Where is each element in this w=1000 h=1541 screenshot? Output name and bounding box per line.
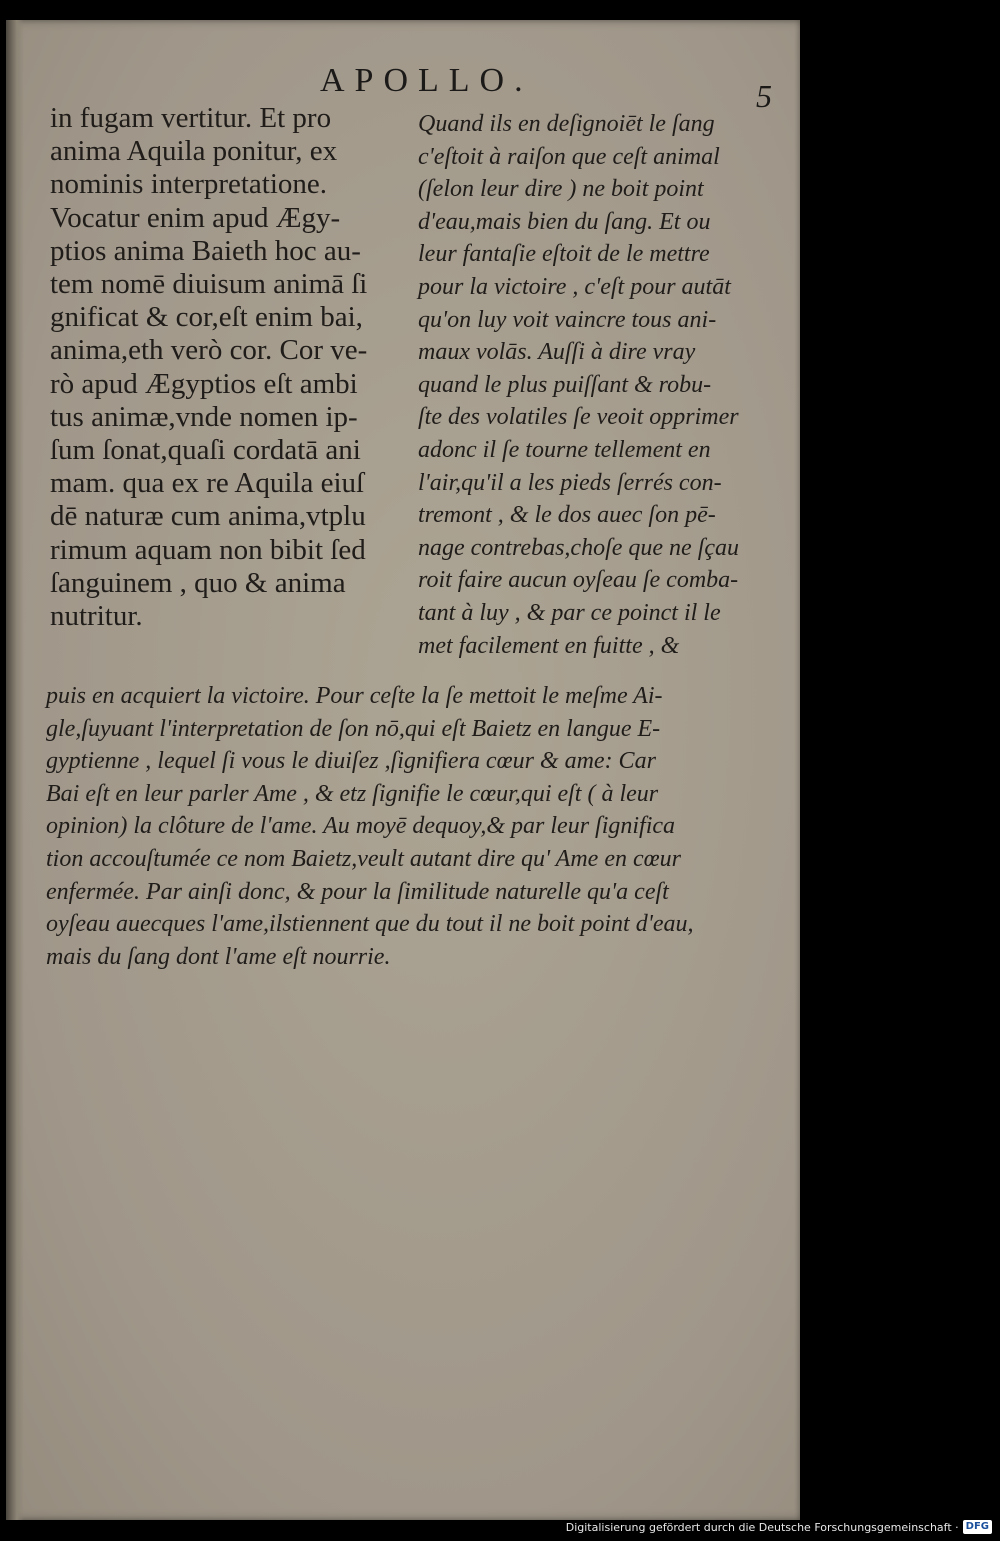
french-text-column xyxy=(418,108,788,662)
text-line: ſum ſonat,quaſi cordatā ani xyxy=(50,434,361,467)
text-line: opinion) la clôture de l'ame. Au moyē dequoy,& par leur ſignifica xyxy=(46,813,676,840)
text-line: Vocatur enim apud Ægy- xyxy=(50,201,341,234)
text-line: tem nomē diuisum animā ſi xyxy=(50,268,368,301)
text-line: pour la victoire , c'eſt pour autāt xyxy=(418,273,731,300)
text-line: oyſeau auecques l'ame,ilstiennent que du tout il ne boit point d'eau, xyxy=(46,911,694,938)
text-line: nominis interpretatione. xyxy=(50,168,328,201)
text-line: tus animæ,vnde nomen ip- xyxy=(50,400,358,433)
text-line: Bai eſt en leur parler Ame , & etz ſignifie le cœur,qui eſt ( à leur xyxy=(46,780,659,807)
page-number: 5 xyxy=(756,78,772,114)
text-line: d'eau,mais bien du ſang. Et ou xyxy=(418,208,711,235)
text-line: in fugam vertitur. Et pro xyxy=(50,102,332,134)
text-line: mais du ſang dont l'ame eſt nourrie. xyxy=(46,943,391,970)
text-line: nage contrebas,choſe que ne ſçau xyxy=(418,534,740,561)
dfg-logo: DFG xyxy=(963,1520,992,1534)
text-line: maux volās. Auſſi à dire vray xyxy=(418,339,696,366)
text-line: ſte des volatiles ſe veoit opprimer xyxy=(418,404,739,431)
text-line: (ſelon leur dire ) ne boit point xyxy=(418,176,704,203)
page-spine-shadow xyxy=(6,20,24,1520)
text-line: gle,ſuyuant l'interpretation de ſon nō,qui eſt Baietz en langue E- xyxy=(46,715,661,742)
text-line: l'air,qu'il a les pieds ſerrés con- xyxy=(418,469,722,496)
text-line: tant à luy , & par ce poinct il le xyxy=(418,599,721,626)
text-line: puis en acquiert la victoire. Pour ceſte la ſe mettoit le meſme Ai- xyxy=(46,683,663,709)
text-line: anima Aquila ponitur, ex xyxy=(50,135,338,168)
text-line: tremont , & le dos auec ſon pē- xyxy=(418,502,716,529)
running-head: APOLLO. xyxy=(320,62,533,99)
text-line: nutritur. xyxy=(50,600,143,633)
text-line: tion accouſtumée ce nom Baietz,veult autant dire qu' Ame en cœur xyxy=(46,845,681,872)
text-line: dē naturæ cum anima,vtplu xyxy=(50,500,366,533)
latin-text-column xyxy=(50,102,410,633)
text-line: c'eſtoit à raiſon que ceſt animal xyxy=(418,143,720,170)
text-line: ptios anima Baieth hoc au- xyxy=(50,234,361,267)
text-line: rò apud Ægyptios eſt ambi xyxy=(50,367,358,400)
credit-text: Digitalisierung gefördert durch die Deutsche Forschungsgemeinschaft · xyxy=(565,1520,959,1534)
french-full-width-text xyxy=(46,680,791,973)
text-line: rimum aquam non bibit ſed xyxy=(50,533,366,566)
text-line: qu'on luy voit vaincre tous ani- xyxy=(418,306,717,333)
text-line: gyptienne , lequel ſi vous le diuiſez ,ſignifiera cœur & ame: Car xyxy=(46,748,656,775)
text-line: leur fantaſie eſtoit de le mettre xyxy=(418,241,710,268)
text-line: roit faire aucun oyſeau ſe comba- xyxy=(418,567,739,594)
text-line: quand le plus puiſſant & robu- xyxy=(418,371,712,398)
text-line: anima,eth verò cor. Cor ve- xyxy=(50,334,368,367)
digitization-credit xyxy=(566,1520,992,1534)
text-line: gnificat & cor,eſt enim bai, xyxy=(50,301,363,334)
text-line: enfermée. Par ainſi donc, & pour la ſimilitude naturelle qu'a ceſt xyxy=(46,878,669,905)
text-line: Quand ils en deſignoiēt le ſang xyxy=(418,111,715,137)
text-line: mam. qua ex re Aquila eiuſ xyxy=(50,467,365,500)
text-line: met facilement en fuitte , & xyxy=(418,632,680,659)
book-page xyxy=(6,20,800,1520)
text-line: adonc il ſe tourne tellement en xyxy=(418,436,711,463)
text-line: ſanguinem , quo & anima xyxy=(50,566,346,599)
